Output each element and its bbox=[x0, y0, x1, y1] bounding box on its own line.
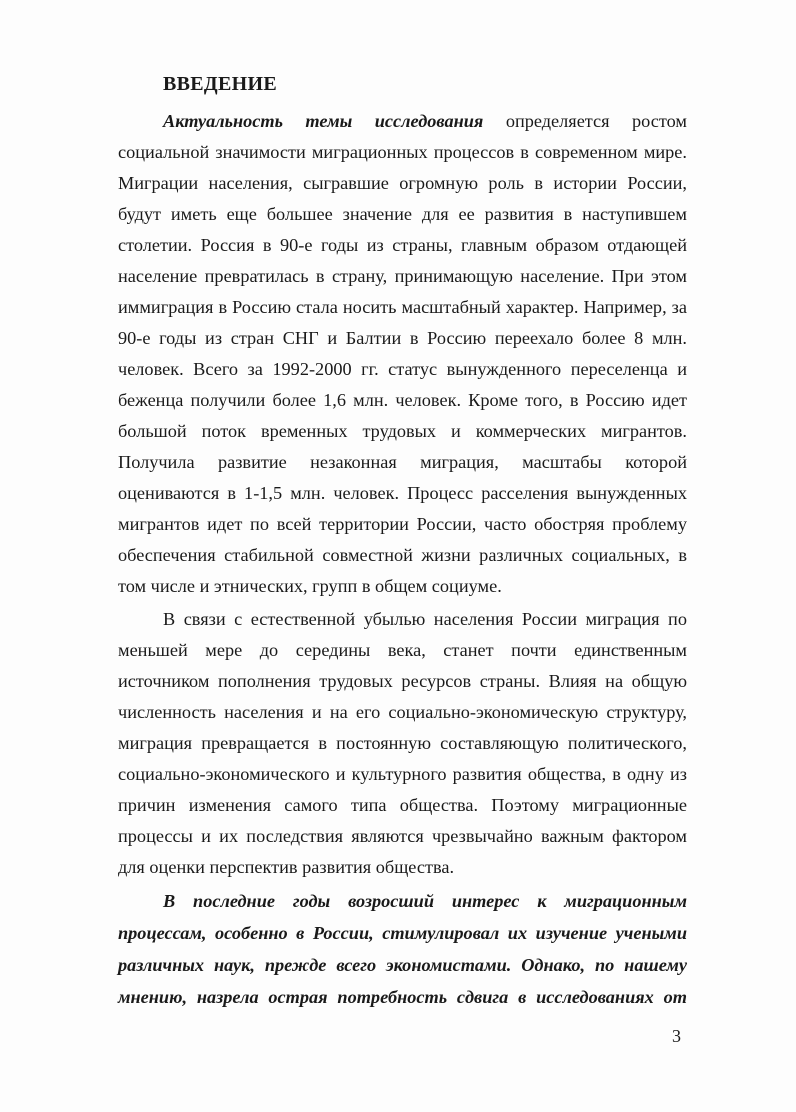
paragraph-1-line: большой поток временных трудовых и коммерческих мигрантов. bbox=[118, 421, 687, 441]
section-title: ВВЕДЕНИЕ bbox=[163, 73, 277, 95]
paragraph-1-line: иммиграция в Россию стала носить масштабный характер. Например, за bbox=[118, 297, 687, 317]
paragraph-3-line: мнению, назрела острая потребность сдвига в исследованиях от bbox=[118, 987, 687, 1007]
paragraph-1-line: столетии. Россия в 90-е годы из страны, главным образом отдающей bbox=[118, 235, 687, 255]
paragraph-1-line: население превратилась в страну, принимающую население. При этом bbox=[118, 266, 687, 286]
paragraph-1-line-1 bbox=[163, 108, 687, 134]
paragraph-1-line: мигрантов идет по всей территории России, часто обостряя проблему bbox=[118, 514, 687, 534]
emphasis-text: Актуальность темы исследования bbox=[163, 111, 484, 131]
paragraph-1-line: Получила развитие незаконная миграция, масштабы которой bbox=[118, 452, 687, 472]
paragraph-1-line: беженца получили более 1,6 млн. человек. Кроме того, в Россию идет bbox=[118, 390, 687, 410]
paragraph-2-line: для оценки перспектив развития общества. bbox=[118, 857, 455, 877]
paragraph-1-line: человек. Всего за 1992-2000 гг. статус вынужденного переселенца и bbox=[118, 359, 687, 379]
paragraph-1-line: оцениваются в 1-1,5 млн. человек. Процесс расселения вынужденных bbox=[118, 483, 687, 503]
paragraph-text: определяется ростом bbox=[505, 111, 687, 131]
paragraph-3-line: процессам, особенно в России, стимулировал их изучение учеными bbox=[118, 923, 687, 943]
paragraph-2-line: причин изменения самого типа общества. Поэтому миграционные bbox=[118, 795, 687, 815]
paragraph-1-line: обеспечения стабильной совместной жизни различных социальных, в bbox=[118, 545, 687, 565]
paragraph-1-line: будут иметь еще большее значение для ее развития в наступившем bbox=[118, 204, 687, 224]
paragraph-1-line: социальной значимости миграционных процессов в современном мире. bbox=[118, 142, 687, 162]
paragraph-3-line: различных наук, прежде всего экономистами. Однако, по нашему bbox=[118, 955, 687, 975]
paragraph-2-line: миграция превращается в постоянную составляющую политического, bbox=[118, 733, 687, 753]
paragraph-2-line: социально-экономического и культурного развития общества, в одну из bbox=[118, 764, 687, 784]
paragraph-1-line: 90-е годы из стран СНГ и Балтии в Россию переехало более 8 млн. bbox=[118, 328, 687, 348]
paragraph-2-line: процессы и их последствия являются чрезвычайно важным фактором bbox=[118, 826, 687, 846]
paragraph-2-line: численность населения и на его социально-экономическую структуру, bbox=[118, 702, 687, 722]
paragraph-2-line: В связи с естественной убылью населения России миграция по bbox=[163, 609, 687, 629]
paragraph-2-line: источником пополнения трудовых ресурсов страны. Влияя на общую bbox=[118, 671, 687, 691]
paragraph-1-line: Миграции населения, сыгравшие огромную роль в истории России, bbox=[118, 173, 687, 193]
paragraph-2-line: меньшей мере до середины века, станет почти единственным bbox=[118, 640, 687, 660]
paragraph-3-line: В последние годы возросший интерес к миграционным bbox=[163, 891, 687, 911]
paragraph-1-line: том числе и этнических, групп в общем социуме. bbox=[118, 576, 502, 596]
page-number: 3 bbox=[672, 1026, 681, 1046]
